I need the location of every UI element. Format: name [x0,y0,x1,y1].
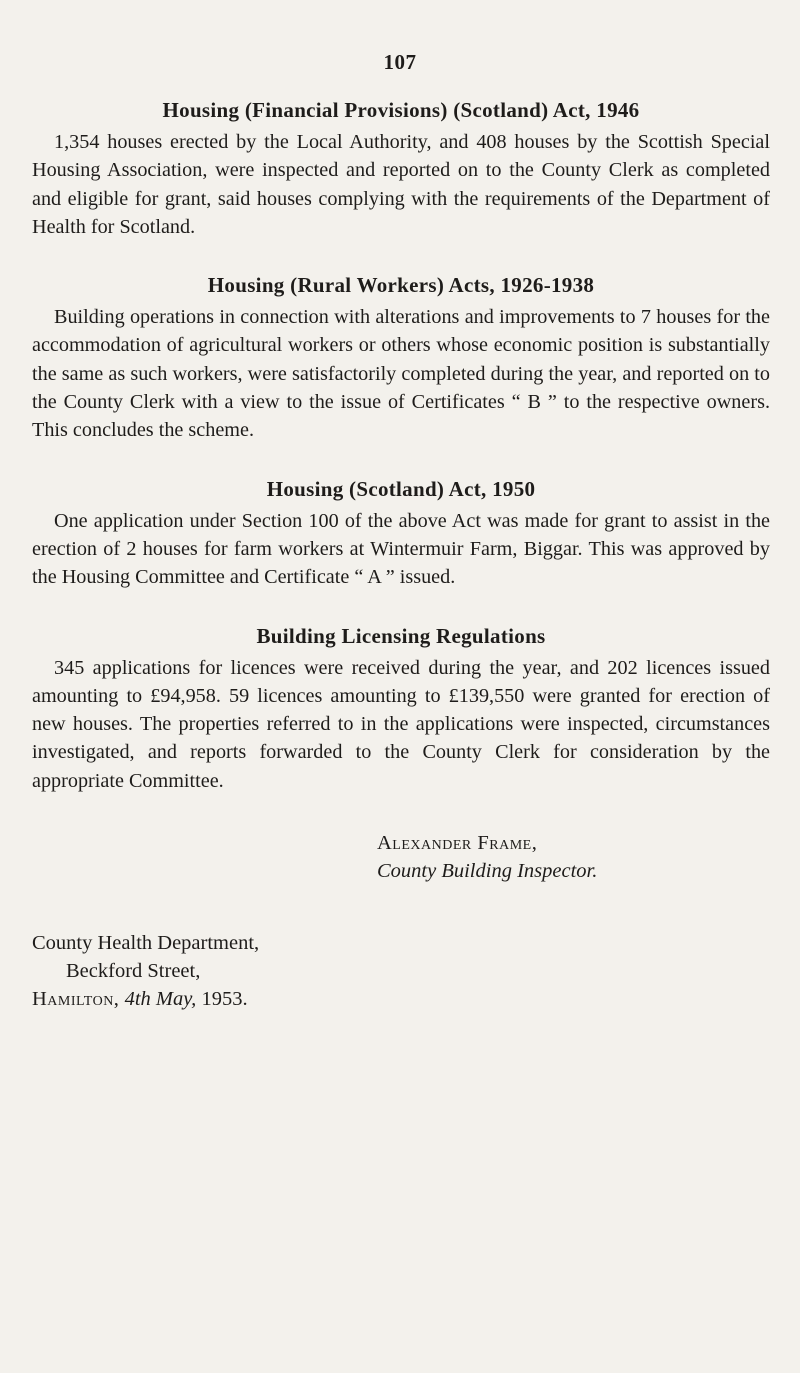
date-year: 1953. [201,988,248,1011]
section-heading: Housing (Financial Provisions) (Scotland) Act, 1946 [162,98,640,122]
signatory-name: Alexander Frame, [377,832,538,855]
address-line-street: Beckford Street, [66,960,201,983]
date-day: 4th [124,988,151,1011]
document-body [32,96,770,1013]
address-town: Hamilton, [32,988,120,1011]
signature-block [377,829,770,885]
signatory-title: County Building Inspector. [377,860,598,883]
address-block [32,929,770,1013]
address-line-department: County Health Department, [32,932,260,955]
section-financial-provisions-act [32,96,770,241]
section-heading: Housing (Rural Workers) Acts, 1926-1938 [207,273,595,298]
section-paragraph: One application under Section 100 of the above Act was made for grant to assist in the erection of 2 houses for farm workers at Wintermuir Farm, Biggar. This was approved by the Housing Committee and Certificate “ A ” issued. [32,509,770,589]
section-building-licensing-regulations [32,622,770,795]
section-heading: Building Licensing Regulations [256,623,546,648]
section-rural-workers-acts [32,271,770,444]
section-paragraph: 345 applications for licences were received during the year, and 202 licences issued amounting to £94,958. 59 licences amounting to £139,550 were granted for erection of new houses. The properties referred to in the applications were inspected, circumstances investigated, and reports forwarded to the County Clerk for consideration by the appropriate Committee. [32,656,770,792]
section-paragraph: Building operations in connection with alterations and improvements to 7 houses for the accommodation of agricultural workers or others whose economic position is substantially the same as such workers, were satisfactorily completed during the year, and reported on to the County Clerk with a view to the issue of Certificates “ B ” to the respective owners. This concludes the scheme. [32,306,770,442]
page-number: 107 [383,50,417,74]
section-heading: Housing (Scotland) Act, 1950 [266,476,536,501]
date-month: May, [155,988,197,1011]
section-housing-scotland-act-1950 [32,475,770,592]
section-paragraph: 1,354 houses erected by the Local Authority, and 408 houses by the Scottish Special Housing Association, were inspected and reported on to the County Clerk as completed and eligible for grant, said houses complying with the requirements of the Department of Health for Scotland. [32,131,770,238]
address-line-town-date [32,985,770,1013]
